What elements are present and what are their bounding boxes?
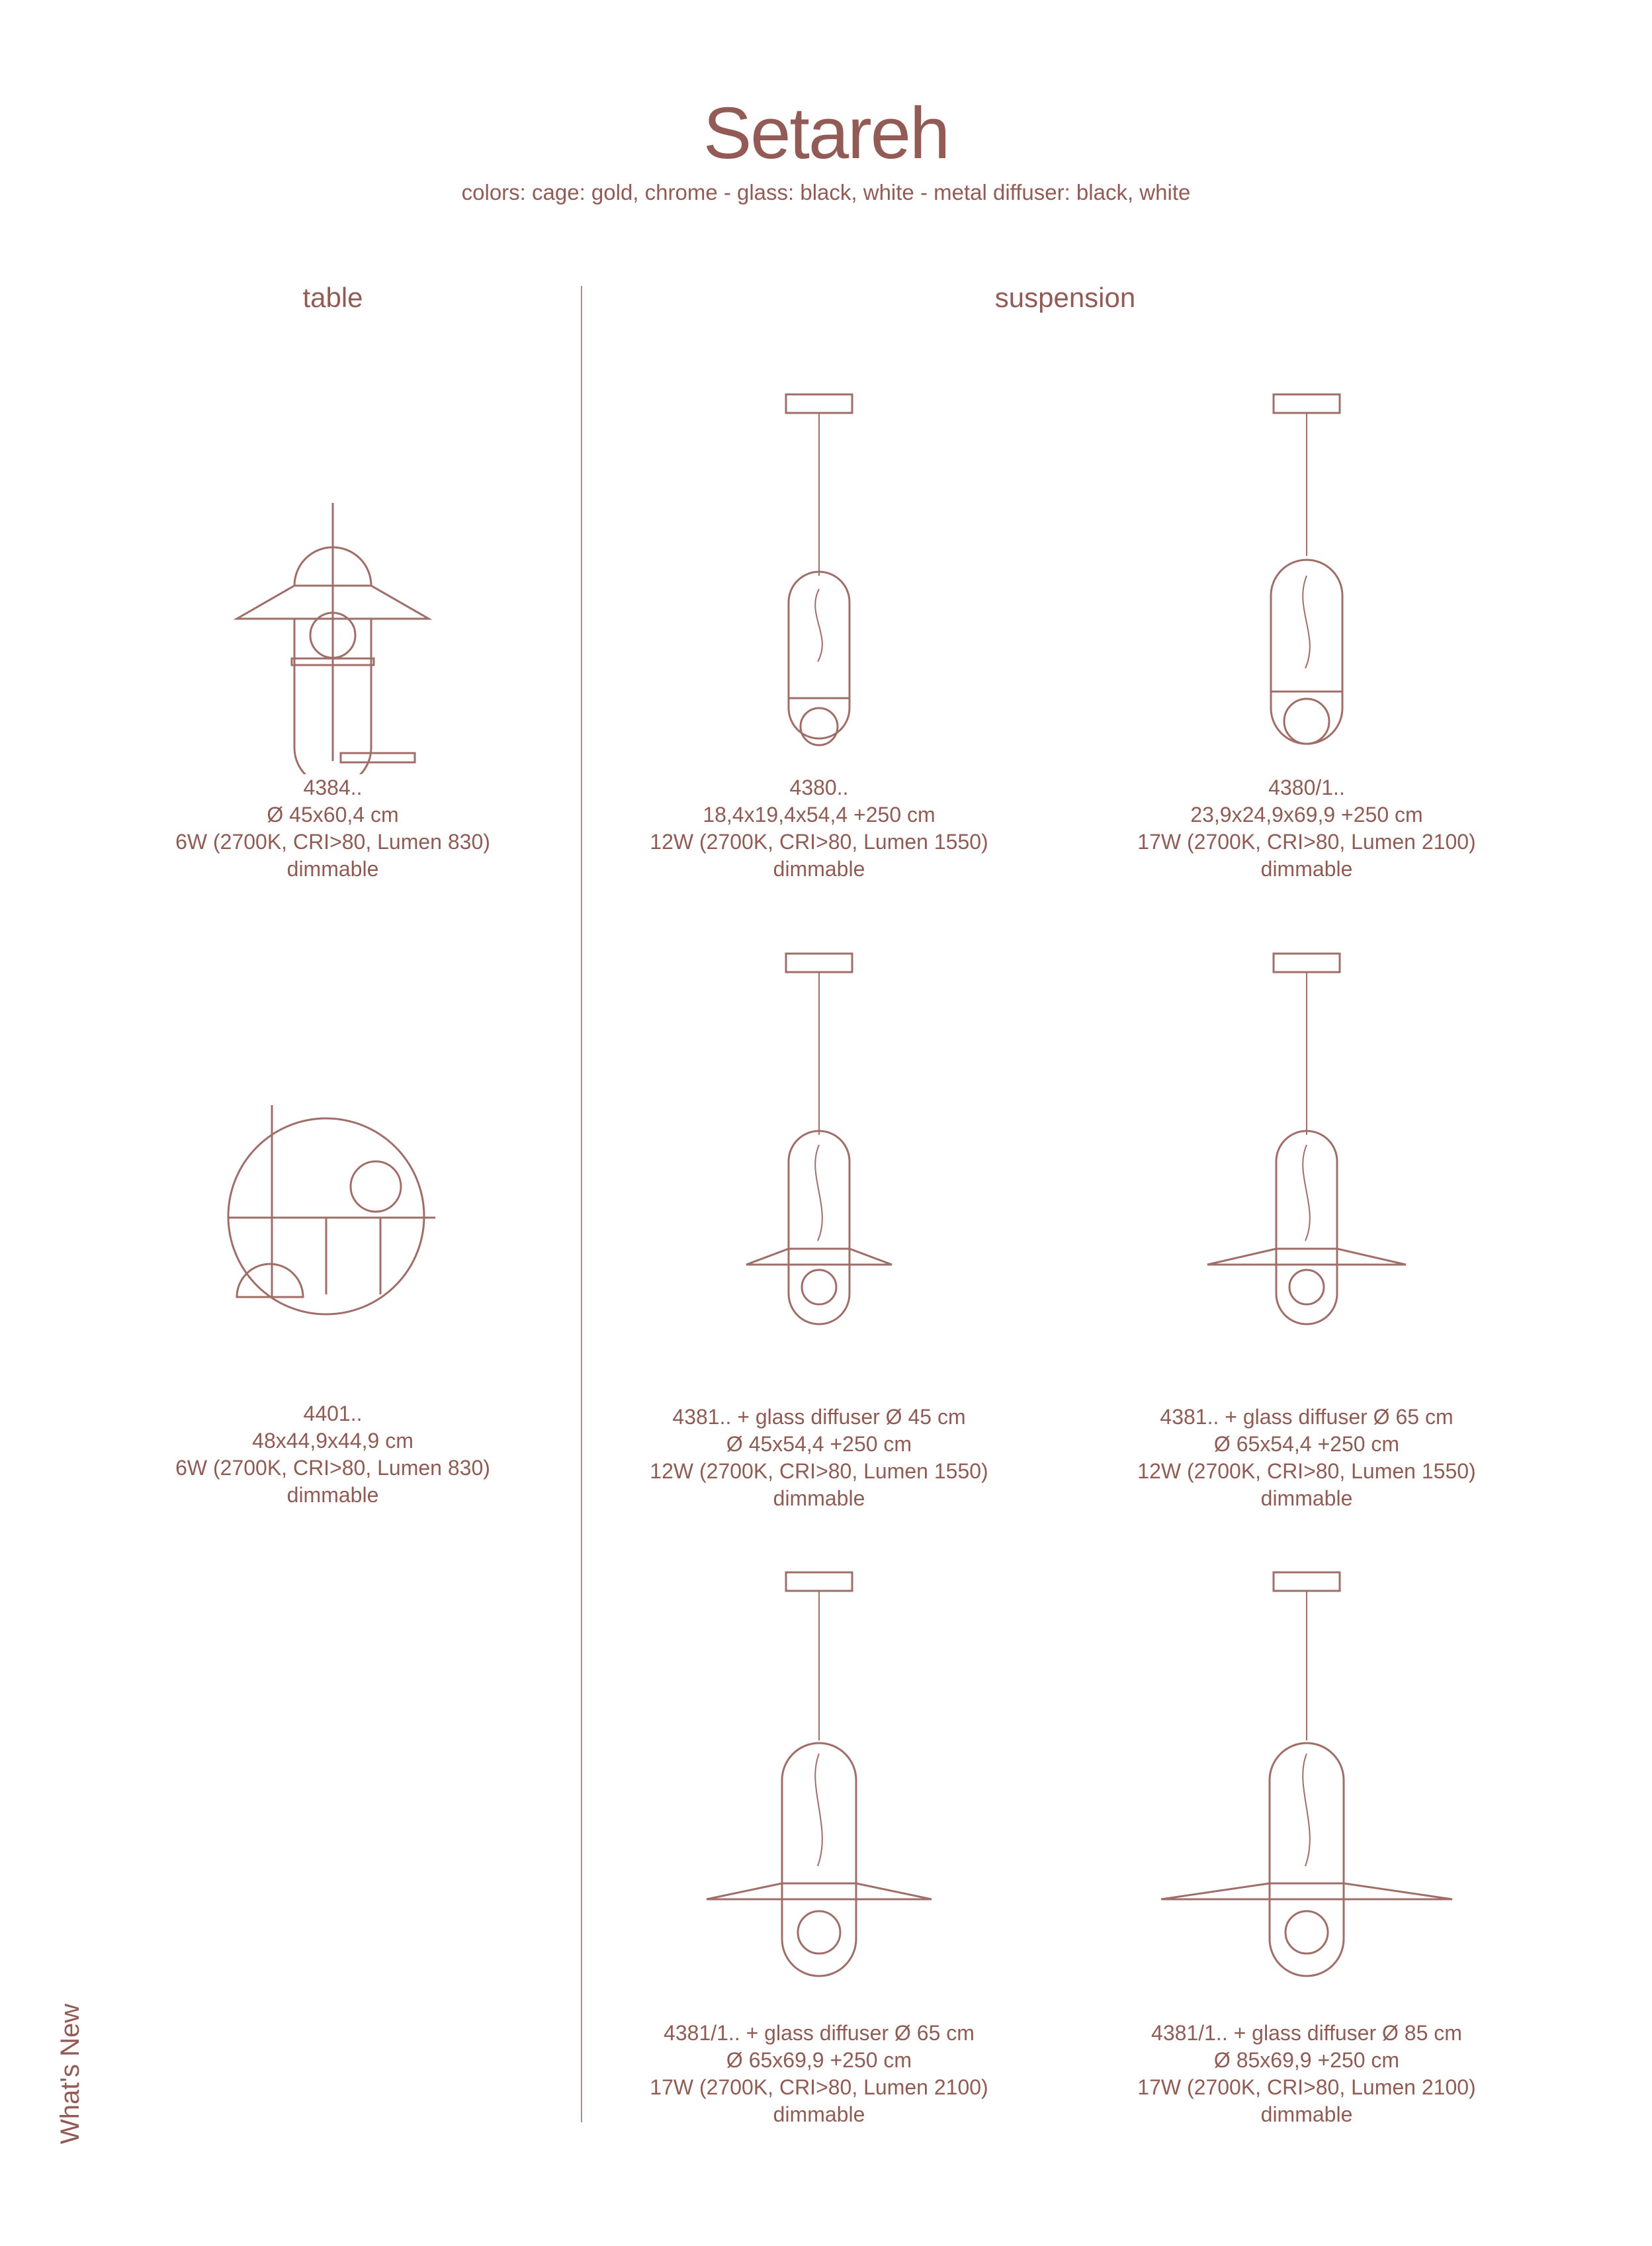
product-4381-45 — [607, 950, 1031, 1512]
product-caption: 4380.. 18,4x19,4x54,4 +250 cm 12W (2700K, CRI>80, Lumen 1550) dimmable — [650, 776, 988, 881]
product-4381-1-65 — [607, 1568, 1031, 2128]
suspension-4381-1-65-drawing — [607, 1568, 1031, 2025]
suspension-4381-1-85-drawing — [1095, 1568, 1518, 2025]
side-label: What's New — [56, 2003, 85, 2144]
suspension-4380-1-drawing — [1095, 390, 1518, 774]
suspension-4381-45-drawing — [607, 950, 1031, 1406]
product-caption: 4384.. Ø 45x60,4 cm 6W (2700K, CRI>80, Lumen 830) dimmable — [175, 776, 490, 881]
product-4401 — [121, 1085, 544, 1509]
page-subtitle: colors: cage: gold, chrome - glass: black, white - metal diffuser: black, white — [461, 180, 1191, 204]
product-caption: 4381/1.. + glass diffuser Ø 85 cm Ø 85x69,9 +250 cm 17W (2700K, CRI>80, Lumen 2100) dimmable — [1137, 2021, 1476, 2126]
product-caption: 4380/1.. 23,9x24,9x69,9 +250 cm 17W (2700K, CRI>80, Lumen 2100) dimmable — [1137, 776, 1476, 881]
suspension-4381-65-drawing — [1095, 950, 1518, 1406]
product-caption: 4381.. + glass diffuser Ø 65 cm Ø 65x54,4 +250 cm 12W (2700K, CRI>80, Lumen 1550) dimmable — [1137, 1405, 1476, 1510]
section-title-table: table — [302, 282, 363, 313]
product-caption: 4381.. + glass diffuser Ø 45 cm Ø 45x54,4 +250 cm 12W (2700K, CRI>80, Lumen 1550) dimmable — [650, 1405, 988, 1510]
section-title-suspension: suspension — [994, 282, 1136, 313]
product-4384 — [121, 496, 544, 883]
product-4380-1 — [1095, 390, 1518, 883]
product-4381-65 — [1095, 950, 1518, 1512]
column-divider — [581, 286, 582, 2122]
product-caption: 4381/1.. + glass diffuser Ø 65 cm Ø 65x69,9 +250 cm 17W (2700K, CRI>80, Lumen 2100) dimmable — [650, 2021, 988, 2126]
page-title: Setareh — [703, 93, 949, 174]
product-4380 — [607, 390, 1031, 883]
product-caption: 4401.. 48x44,9x44,9 cm 6W (2700K, CRI>80, Lumen 830) dimmable — [175, 1402, 490, 1507]
product-4381-1-85 — [1095, 1568, 1518, 2128]
suspension-4380-drawing — [607, 390, 1031, 774]
table-lamp-4401-drawing — [121, 1085, 544, 1403]
table-lamp-4384-drawing — [121, 496, 544, 774]
